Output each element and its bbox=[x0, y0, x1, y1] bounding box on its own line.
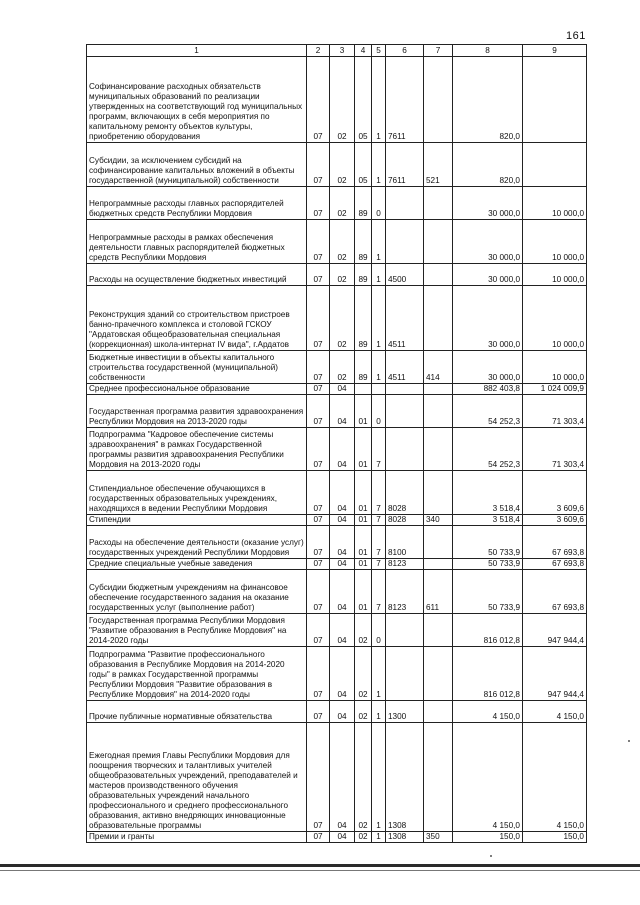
section-code: 07 bbox=[307, 471, 330, 515]
subsection-code: 04 bbox=[330, 526, 355, 559]
scan-speck bbox=[628, 740, 630, 742]
subsection-code: 04 bbox=[330, 471, 355, 515]
expense-type-code bbox=[424, 286, 453, 351]
subprogram-code: 1 bbox=[372, 220, 386, 264]
amount-first-year: 816 012,8 bbox=[453, 614, 523, 647]
amount-first-year: 30 000,0 bbox=[453, 220, 523, 264]
amount-second-year: 10 000,0 bbox=[523, 264, 587, 286]
expense-type-code bbox=[424, 264, 453, 286]
subsection-code: 04 bbox=[330, 395, 355, 428]
amount-first-year: 30 000,0 bbox=[453, 286, 523, 351]
section-code: 07 bbox=[307, 264, 330, 286]
row-name: Средние специальные учебные заведения bbox=[87, 559, 307, 570]
subsection-code: 04 bbox=[330, 614, 355, 647]
row-name: Подпрограмма "Развитие профессионального образования в Республике Мордовия на 2014-2020 годы" в рамках Государственной программы Республики Мордовия "Развитие образования в Республике Мордовия" на 2014-2020 годы bbox=[87, 647, 307, 701]
expense-type-code: 521 bbox=[424, 143, 453, 187]
section-code: 07 bbox=[307, 384, 330, 395]
column-header: 7 bbox=[424, 45, 453, 57]
table-row bbox=[87, 220, 587, 264]
expense-type-code bbox=[424, 526, 453, 559]
amount-first-year: 4 150,0 bbox=[453, 723, 523, 832]
amount-second-year: 10 000,0 bbox=[523, 220, 587, 264]
row-name: Среднее профессиональное образование bbox=[87, 384, 307, 395]
table-row bbox=[87, 832, 587, 843]
row-name: Реконструкция зданий со строительством пристроев банно-прачечного комплекса и столовой ГСКОУ "Ардатовская общеобразовательная специальная (коррекционная) школа-интернат IV вида", г.Ардатов bbox=[87, 286, 307, 351]
section-code: 07 bbox=[307, 647, 330, 701]
amount-second-year: 71 303,4 bbox=[523, 428, 587, 471]
program-code bbox=[355, 384, 372, 395]
subprogram-code: 1 bbox=[372, 351, 386, 384]
amount-second-year: 4 150,0 bbox=[523, 701, 587, 723]
expense-type-code bbox=[424, 701, 453, 723]
subprogram-code: 1 bbox=[372, 143, 386, 187]
table-row bbox=[87, 351, 587, 384]
amount-first-year: 816 012,8 bbox=[453, 647, 523, 701]
amount-second-year bbox=[523, 143, 587, 187]
expense-type-code: 414 bbox=[424, 351, 453, 384]
row-name: Непрограммные расходы в рамках обеспечения деятельности главных распорядителей бюджетных средств Республики Мордовия bbox=[87, 220, 307, 264]
expense-type-code bbox=[424, 614, 453, 647]
amount-second-year: 71 303,4 bbox=[523, 395, 587, 428]
expense-type-code bbox=[424, 57, 453, 143]
target-code: 8028 bbox=[386, 515, 424, 526]
target-code: 8100 bbox=[386, 526, 424, 559]
table-row bbox=[87, 526, 587, 559]
amount-first-year: 30 000,0 bbox=[453, 351, 523, 384]
column-header: 3 bbox=[330, 45, 355, 57]
row-name: Софинансирование расходных обязательств муниципальных образований по реализации утвержденных на соответствующий год муниципальных программ, включающих в себя мероприятия по капитальному ремонту объектов культуры, приобретению оборудования bbox=[87, 57, 307, 143]
page-number: 161 bbox=[566, 30, 586, 42]
expense-type-code bbox=[424, 187, 453, 220]
subprogram-code: 1 bbox=[372, 647, 386, 701]
amount-first-year: 882 403,8 bbox=[453, 384, 523, 395]
column-header: 5 bbox=[372, 45, 386, 57]
row-name: Стипендиальное обеспечение обучающихся в государственных образовательных учреждениях, находящихся в ведении Республики Мордовия bbox=[87, 471, 307, 515]
subprogram-code: 1 bbox=[372, 57, 386, 143]
program-code: 89 bbox=[355, 351, 372, 384]
amount-second-year: 3 609,6 bbox=[523, 471, 587, 515]
amount-first-year: 4 150,0 bbox=[453, 701, 523, 723]
target-code bbox=[386, 384, 424, 395]
amount-second-year: 10 000,0 bbox=[523, 286, 587, 351]
section-code: 07 bbox=[307, 559, 330, 570]
subprogram-code: 7 bbox=[372, 570, 386, 614]
program-code: 02 bbox=[355, 614, 372, 647]
amount-first-year: 54 252,3 bbox=[453, 395, 523, 428]
section-code: 07 bbox=[307, 515, 330, 526]
target-code bbox=[386, 220, 424, 264]
row-name: Государственная программа развития здравоохранения Республики Мордовия на 2013-2020 годы bbox=[87, 395, 307, 428]
section-code: 07 bbox=[307, 701, 330, 723]
section-code: 07 bbox=[307, 220, 330, 264]
target-code: 4500 bbox=[386, 264, 424, 286]
amount-first-year: 54 252,3 bbox=[453, 428, 523, 471]
amount-second-year: 10 000,0 bbox=[523, 351, 587, 384]
subprogram-code: 7 bbox=[372, 515, 386, 526]
subprogram-code: 0 bbox=[372, 614, 386, 647]
subsection-code: 02 bbox=[330, 286, 355, 351]
expense-type-code bbox=[424, 647, 453, 701]
subprogram-code: 0 bbox=[372, 187, 386, 220]
program-code: 02 bbox=[355, 723, 372, 832]
program-code: 01 bbox=[355, 515, 372, 526]
section-code: 07 bbox=[307, 395, 330, 428]
target-code: 1300 bbox=[386, 701, 424, 723]
program-code: 89 bbox=[355, 220, 372, 264]
expense-type-code: 350 bbox=[424, 832, 453, 843]
program-code: 05 bbox=[355, 57, 372, 143]
amount-second-year: 67 693,8 bbox=[523, 559, 587, 570]
target-code: 4511 bbox=[386, 286, 424, 351]
subprogram-code: 0 bbox=[372, 395, 386, 428]
row-name: Непрограммные расходы главных распорядителей бюджетных средств Республики Мордовия bbox=[87, 187, 307, 220]
section-code: 07 bbox=[307, 723, 330, 832]
subprogram-code: 1 bbox=[372, 832, 386, 843]
amount-first-year: 50 733,9 bbox=[453, 570, 523, 614]
subsection-code: 04 bbox=[330, 701, 355, 723]
target-code bbox=[386, 395, 424, 428]
target-code: 8123 bbox=[386, 559, 424, 570]
expense-type-code: 340 bbox=[424, 515, 453, 526]
table-row bbox=[87, 723, 587, 832]
expense-type-code bbox=[424, 395, 453, 428]
table-row bbox=[87, 264, 587, 286]
section-code: 07 bbox=[307, 143, 330, 187]
expense-type-code bbox=[424, 220, 453, 264]
subprogram-code: 7 bbox=[372, 559, 386, 570]
column-header: 2 bbox=[307, 45, 330, 57]
subprogram-code: 1 bbox=[372, 723, 386, 832]
subprogram-code: 7 bbox=[372, 471, 386, 515]
target-code: 4511 bbox=[386, 351, 424, 384]
table-row bbox=[87, 143, 587, 187]
target-code: 7611 bbox=[386, 143, 424, 187]
expense-type-code: 611 bbox=[424, 570, 453, 614]
section-code: 07 bbox=[307, 351, 330, 384]
row-name: Расходы на осуществление бюджетных инвестиций bbox=[87, 264, 307, 286]
table-row bbox=[87, 515, 587, 526]
subprogram-code bbox=[372, 384, 386, 395]
subprogram-code: 1 bbox=[372, 264, 386, 286]
amount-second-year: 67 693,8 bbox=[523, 526, 587, 559]
program-code: 01 bbox=[355, 428, 372, 471]
amount-second-year bbox=[523, 57, 587, 143]
budget-table bbox=[86, 44, 587, 843]
table-row bbox=[87, 570, 587, 614]
target-code: 8028 bbox=[386, 471, 424, 515]
amount-first-year: 30 000,0 bbox=[453, 264, 523, 286]
program-code: 89 bbox=[355, 187, 372, 220]
amount-second-year: 67 693,8 bbox=[523, 570, 587, 614]
program-code: 01 bbox=[355, 559, 372, 570]
target-code bbox=[386, 428, 424, 471]
section-code: 07 bbox=[307, 832, 330, 843]
row-name: Субсидии, за исключением субсидий на софинансирование капитальных вложений в объекты государственной (муниципальной) собственности bbox=[87, 143, 307, 187]
row-name: Государственная программа Республики Мордовия "Развитие образования в Республике Мордовия" на 2014-2020 годы bbox=[87, 614, 307, 647]
subsection-code: 02 bbox=[330, 351, 355, 384]
target-code bbox=[386, 187, 424, 220]
amount-second-year: 947 944,4 bbox=[523, 614, 587, 647]
row-name: Ежегодная премия Главы Республики Мордовия для поощрения творческих и талантливых учителей общеобразовательных учреждений, преподавателей и мастеров производственного обучения образовательных учреждений начального профессионального и среднего профессионального образования, активно внедряющих инновационные образовательные программы bbox=[87, 723, 307, 832]
amount-first-year: 150,0 bbox=[453, 832, 523, 843]
scan-rule bbox=[0, 870, 640, 871]
table-row bbox=[87, 384, 587, 395]
target-code: 8123 bbox=[386, 570, 424, 614]
subsection-code: 04 bbox=[330, 832, 355, 843]
row-name: Стипендии bbox=[87, 515, 307, 526]
amount-first-year: 50 733,9 bbox=[453, 559, 523, 570]
table-row bbox=[87, 395, 587, 428]
row-name: Подпрограмма "Кадровое обеспечение системы здравоохранения" в рамках Государственной программы развития здравоохранения Республики Мордовия на 2013-2020 годы bbox=[87, 428, 307, 471]
expense-type-code bbox=[424, 559, 453, 570]
subsection-code: 02 bbox=[330, 187, 355, 220]
expense-type-code bbox=[424, 428, 453, 471]
program-code: 01 bbox=[355, 526, 372, 559]
program-code: 01 bbox=[355, 395, 372, 428]
program-code: 89 bbox=[355, 286, 372, 351]
column-header: 8 bbox=[453, 45, 523, 57]
row-name: Расходы на обеспечение деятельности (оказание услуг) государственных учреждений Республики Мордовия bbox=[87, 526, 307, 559]
table-row bbox=[87, 286, 587, 351]
expense-type-code bbox=[424, 723, 453, 832]
target-code: 1308 bbox=[386, 832, 424, 843]
subsection-code: 02 bbox=[330, 143, 355, 187]
section-code: 07 bbox=[307, 526, 330, 559]
table-row bbox=[87, 471, 587, 515]
header-row bbox=[87, 45, 587, 57]
row-name: Прочие публичные нормативные обязательства bbox=[87, 701, 307, 723]
program-code: 01 bbox=[355, 471, 372, 515]
program-code: 02 bbox=[355, 701, 372, 723]
table-row bbox=[87, 614, 587, 647]
subsection-code: 04 bbox=[330, 384, 355, 395]
row-name: Бюджетные инвестиции в объекты капитального строительства государственной (муниципальной) собственности bbox=[87, 351, 307, 384]
column-header: 1 bbox=[87, 45, 307, 57]
row-name: Субсидии бюджетным учреждениям на финансовое обеспечение государственного задания на оказание государственных услуг (выполнение работ) bbox=[87, 570, 307, 614]
subsection-code: 02 bbox=[330, 264, 355, 286]
subsection-code: 04 bbox=[330, 723, 355, 832]
program-code: 02 bbox=[355, 832, 372, 843]
target-code bbox=[386, 647, 424, 701]
column-header: 6 bbox=[386, 45, 424, 57]
program-code: 89 bbox=[355, 264, 372, 286]
subprogram-code: 7 bbox=[372, 526, 386, 559]
program-code: 02 bbox=[355, 647, 372, 701]
amount-second-year: 3 609,6 bbox=[523, 515, 587, 526]
amount-second-year: 1 024 009,9 bbox=[523, 384, 587, 395]
table-row bbox=[87, 647, 587, 701]
subsection-code: 04 bbox=[330, 515, 355, 526]
subsection-code: 04 bbox=[330, 570, 355, 614]
amount-first-year: 30 000,0 bbox=[453, 187, 523, 220]
subsection-code: 04 bbox=[330, 559, 355, 570]
table-row bbox=[87, 428, 587, 471]
section-code: 07 bbox=[307, 428, 330, 471]
amount-first-year: 3 518,4 bbox=[453, 471, 523, 515]
column-header: 4 bbox=[355, 45, 372, 57]
bottom-rule bbox=[0, 864, 640, 867]
program-code: 05 bbox=[355, 143, 372, 187]
section-code: 07 bbox=[307, 286, 330, 351]
section-code: 07 bbox=[307, 614, 330, 647]
column-header: 9 bbox=[523, 45, 587, 57]
expense-type-code bbox=[424, 384, 453, 395]
section-code: 07 bbox=[307, 57, 330, 143]
amount-second-year: 10 000,0 bbox=[523, 187, 587, 220]
table-row bbox=[87, 187, 587, 220]
subprogram-code: 1 bbox=[372, 701, 386, 723]
subsection-code: 04 bbox=[330, 428, 355, 471]
target-code bbox=[386, 614, 424, 647]
amount-second-year: 150,0 bbox=[523, 832, 587, 843]
amount-first-year: 820,0 bbox=[453, 57, 523, 143]
table-row bbox=[87, 701, 587, 723]
amount-first-year: 820,0 bbox=[453, 143, 523, 187]
amount-second-year: 947 944,4 bbox=[523, 647, 587, 701]
subsection-code: 02 bbox=[330, 220, 355, 264]
section-code: 07 bbox=[307, 187, 330, 220]
table-row bbox=[87, 559, 587, 570]
scan-speck bbox=[490, 855, 492, 857]
table-row bbox=[87, 57, 587, 143]
target-code: 7611 bbox=[386, 57, 424, 143]
amount-first-year: 50 733,9 bbox=[453, 526, 523, 559]
row-name: Премии и гранты bbox=[87, 832, 307, 843]
amount-first-year: 3 518,4 bbox=[453, 515, 523, 526]
subsection-code: 04 bbox=[330, 647, 355, 701]
expense-type-code bbox=[424, 471, 453, 515]
subprogram-code: 1 bbox=[372, 286, 386, 351]
subsection-code: 02 bbox=[330, 57, 355, 143]
section-code: 07 bbox=[307, 570, 330, 614]
amount-second-year: 4 150,0 bbox=[523, 723, 587, 832]
subprogram-code: 7 bbox=[372, 428, 386, 471]
target-code: 1308 bbox=[386, 723, 424, 832]
program-code: 01 bbox=[355, 570, 372, 614]
